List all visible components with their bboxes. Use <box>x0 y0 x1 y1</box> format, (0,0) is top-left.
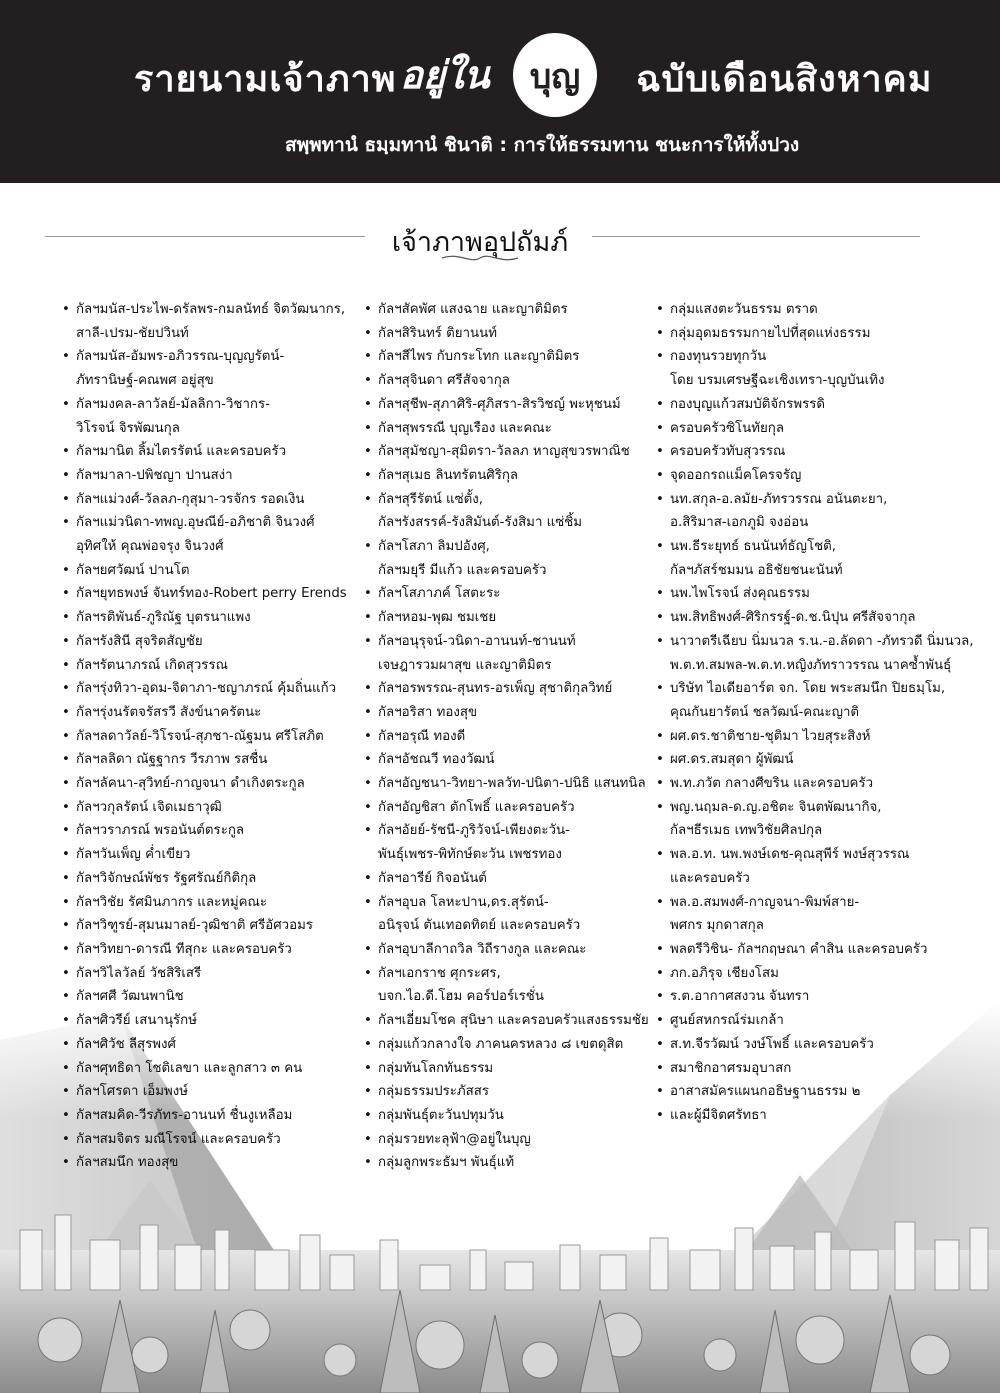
donor-entry <box>362 677 654 701</box>
header-banner <box>0 0 1000 183</box>
donor-entry-line: • ผศ.ดร.ชาติชาย-ชุติมา ไวยสุระสิงห์ <box>670 728 871 744</box>
section-title: เจ้าภาพอุปถัมภ์ <box>391 227 569 258</box>
donor-entry <box>60 1128 360 1152</box>
donor-entry <box>654 582 954 606</box>
donor-entry <box>362 748 654 772</box>
donor-entry-line: • กัลฯรุ่งทิวา-อุดม-จิดาภา-ชญาภรณ์ คุ้มถิ่นแก้ว <box>76 681 337 697</box>
donor-entry <box>654 1080 954 1104</box>
issue-month: ฉบับเดือนสิงหาคม <box>636 59 933 100</box>
donor-entry <box>60 677 360 701</box>
donor-column-2 <box>362 298 654 1175</box>
donor-entry <box>60 345 360 392</box>
donor-entry-line: • กัลฯอัญชนา-วิทยา-พลวัท-ปนิตา-ปนิธิ แสนทนิล <box>378 776 646 792</box>
donor-entry-line: • กัลฯแม่วนิดา-ทพญ.อุษณีย์-อภิชาติ จินวงศ์ <box>76 515 315 531</box>
donor-entry-line: • บริษัท ไอเดียอาร์ต จก. โดย พระสมนึก ปิยธมฺโม, <box>670 681 946 697</box>
donor-entry-line: • กลุ่มทันโลกทันธรรม <box>378 1060 494 1076</box>
donor-entry <box>60 819 360 843</box>
donor-entry <box>60 867 360 891</box>
donor-entry-line: • กัลฯวิทยา-ดารณี ทีสุกะ และครอบครัว <box>76 941 292 957</box>
donor-entry <box>60 582 360 606</box>
donor-entry <box>362 1128 654 1152</box>
donor-entry <box>362 796 654 820</box>
donor-entry-line: • กัลฯวิฑูรย์-สุมนมาลย์-วุฒิชาติ ศรีอัศวอมร <box>76 918 314 934</box>
donor-entry-line: • ภก.อภิรุจ เชียงโสม <box>670 965 779 981</box>
magazine-logo <box>392 30 618 120</box>
donor-entry <box>362 630 654 677</box>
donor-entry-line: • กองบุญแก้วสมบัติจักรพรรดิ <box>670 396 826 412</box>
donor-entry-line: • กัลฯโสภาภค์ โสตะระ <box>378 586 501 602</box>
donor-entry-line: • กัลฯอนุรุจน์-วนิดา-อานนท์-ชานนท์ <box>378 633 576 649</box>
donor-entry <box>654 843 954 890</box>
donor-entry-line: • กัลฯอัชณวี ทองวัฒน์ <box>378 752 495 768</box>
donor-entry <box>362 1080 654 1104</box>
donor-entry <box>60 488 360 512</box>
donor-entry-line: • ครอบครัวซิโนทัยกุล <box>670 420 784 436</box>
donor-entry-line: • นท.สกุล-อ.ลมัย-ภัทรวรรณ อนันตะยา, <box>670 491 888 507</box>
donor-entry <box>654 417 954 441</box>
donor-entry-line: อุทิศให้ คุณพ่อจรุง จินวงศ์ <box>76 539 224 555</box>
donor-entry-line: • อาสาสมัครแผนกอธิษฐานธรรม ๒ <box>670 1084 861 1100</box>
donor-entry-line: และครอบครัว <box>670 870 750 886</box>
donor-entry-line: • กัลฯมนัส-อัมพร-อภิวรรณ-บุญญรัตน์- <box>76 349 285 365</box>
donor-entry-line: • พญ.นฤมล-ด.ญ.อชิตะ จินตพัฒนากิจ, <box>670 799 882 815</box>
donor-entry-line: • กัลฯอัญชิสา ตักโพธิ์ และครอบครัว <box>378 799 575 815</box>
donor-entry-line: • กัลฯอรพรรณ-สุนทร-อรเพ็ญ สุชาติกุลวิทย์ <box>378 681 613 697</box>
donor-entry-line: พศกร มุกดาสกุล <box>670 918 764 934</box>
donor-entry-line: • ครอบครัวทับสุวรรณ <box>670 444 786 460</box>
donor-entry <box>60 748 360 772</box>
donor-entry-line: • กัลฯวันเพ็ญ ค่ำเขียว <box>76 847 191 863</box>
donor-entry <box>60 440 360 464</box>
donor-entry <box>60 914 360 938</box>
donor-entry-line: วิโรจน์ จิรพัฒนกุล <box>76 420 180 436</box>
donor-entry-line: • กัลฯสุจินดา ศรีสัจจากุล <box>378 373 510 389</box>
donor-entry-line: • กัลฯลลิดา ณัฐฐากร วีรภาพ รสชื่น <box>76 752 268 768</box>
donor-entry-line: • พ.ท.ภวัต กลางศีขริน และครอบครัว <box>670 776 874 792</box>
heading-rule-left <box>45 236 365 237</box>
donor-entry <box>60 630 360 654</box>
donor-entry-line: • และผู้มีจิตศรัทธา <box>670 1107 767 1123</box>
donor-entry-line: • กัลฯอารีย์ กิจอนันต์ <box>378 870 487 886</box>
donor-entry <box>60 511 360 558</box>
donor-entry <box>362 938 654 962</box>
donor-entry <box>362 393 654 417</box>
donor-entry <box>60 654 360 678</box>
donor-entry <box>60 891 360 915</box>
title-donor-list: รายนามเจ้าภาพ <box>134 59 397 100</box>
donor-entry <box>362 867 654 891</box>
donor-entry <box>362 369 654 393</box>
donor-entry-line: • กัลฯสัคพัศ แสงฉาย และญาติมิตร <box>378 302 568 317</box>
donor-entry <box>362 488 654 535</box>
donor-entry-line: • พล.อ.ท. นพ.พงษ์เดช-คุณสุพีร์ พงษ์สุวรรณ <box>670 847 910 863</box>
donor-entry-line: • กัลฯลดาวัลย์-วิโรจน์-สุภชา-ณัฐมน ศรีโสภิต <box>76 728 324 744</box>
donor-entry-line: • กัลฯศุทธิดา โชติเลขา และลูกสาว ๓ คน <box>76 1060 303 1076</box>
donor-entry-line: • ศูนย์สหกรณ์ร่มเกล้า <box>670 1013 784 1029</box>
donor-entry-line: • กัลฯอรุณี ทองดี <box>378 728 466 744</box>
donor-entry <box>362 1151 654 1175</box>
donor-entry-line: สาลี-เปรม-ชัยปวินท์ <box>76 325 189 341</box>
donor-entry-line: • กัลฯวราภรณ์ พรอนันต์ตระกูล <box>76 823 245 839</box>
donor-entry <box>362 1057 654 1081</box>
donor-entry <box>654 1104 954 1128</box>
donor-entry <box>654 772 954 796</box>
donor-entry <box>362 1009 654 1033</box>
donor-entry-line: • กัลฯสมจิตร มณีโรจน์ และครอบครัว <box>76 1131 281 1147</box>
donor-entry-line: • นพ.สิทธิพงศ์-ศิริกรรฐ์-ด.ช.นิปุน ศรีสัจจากุล <box>670 610 916 626</box>
donor-entry-line: • กัลฯเอกราช ศุกระศร, <box>378 965 501 981</box>
donor-entry-line: • กัลฯสุพรรณี บุญเรือง และคณะ <box>378 420 552 436</box>
donor-entry-line: ภัทรานิษฐ์-คณพศ อยู่สุข <box>76 373 214 389</box>
donor-entry-line: • กัลฯอุบล โลหะปาน,ดร.สุรัตน์- <box>378 894 549 910</box>
donor-entry <box>60 843 360 867</box>
donor-entry <box>362 891 654 938</box>
donor-entry-line: • กัลฯมนัส-ประไพ-ดรัลพร-กมลนัทธ์ จิตวัฒนากร, <box>76 302 346 317</box>
donor-entry-line: • กัลฯแม่วงศ์-วัลลภ-กุสุมา-วรจักร รอดเงิน <box>76 491 305 507</box>
donor-entry-line: • นพ.ไพโรจน์ ส่งคุณธรรม <box>670 586 810 602</box>
donor-entry-line: • ส.ท.จีรวัฒน์ วงษ์โพธิ์ และครอบครัว <box>670 1036 874 1052</box>
donor-entry <box>362 819 654 866</box>
donor-entry-line: • นพ.ธีระยุทธ์ ธนนันท์ธัญโชติ, <box>670 539 837 555</box>
donor-entry <box>362 440 654 464</box>
donor-entry-line: • กลุ่มแก้วกลางใจ ภาคนครหลวง ๘ เขตดุสิต <box>378 1036 624 1052</box>
donor-entry-line: • กัลฯวิชัย รัศมินภากร และหมู่คณะ <box>76 894 268 910</box>
donor-entry <box>654 488 954 535</box>
donor-entry-line: • กัลฯอุบาลีกาถวิล วิถีรางกูล และคณะ <box>378 941 587 957</box>
donor-entry-line: • กองทุนรวยทุกวัน <box>670 349 767 365</box>
donor-entry <box>654 796 954 843</box>
header-motto: สพฺพทานํ ธมฺมทานํ ชินาติ : การให้ธรรมทาน ชนะการให้ทั้งปวง <box>285 134 800 156</box>
donor-column-3 <box>654 298 974 1128</box>
donor-entry-line: • กัลฯรังสินี สุจริตสัญชัย <box>76 633 203 649</box>
donor-entry-line: กัลฯมยุรี มีแก้ว และครอบครัว <box>378 562 547 578</box>
donor-entry-line: กัลฯภัสร์ชมมน อธิชัยชนะนันท์ <box>670 562 843 578</box>
donor-entry <box>654 464 954 488</box>
donor-entry-line: • สมาชิกอาศรมอุบาสก <box>670 1060 792 1076</box>
svg-text:บุญ: บุญ <box>529 57 581 97</box>
donor-entry <box>654 298 954 322</box>
donor-entry <box>60 559 360 583</box>
donor-entry-line: พ.ต.ท.สมพล-พ.ต.ท.หญิงภัทราวรรณ นาคซ้ำพันธุ์ <box>670 657 952 673</box>
donor-entry <box>60 985 360 1009</box>
donor-entry <box>654 725 954 749</box>
donor-entry <box>362 582 654 606</box>
donor-entry-line: โดย บรมเศรษฐีฉะเชิงเทรา-บุญบันเทิง <box>670 373 885 389</box>
donor-entry-line: • กัลฯวิจักษณ์พัชร รัฐศรัณย์กิติกุล <box>76 870 257 886</box>
donor-entry <box>60 772 360 796</box>
donor-entry <box>654 393 954 417</box>
donor-entry-line: • กัลฯมาลา-ปพิชญา ปานสง่า <box>76 467 233 483</box>
donor-entry-line: • กลุ่มรวยทะลุฟ้า@อยู่ในบุญ <box>378 1131 531 1147</box>
svg-text:อยู่ใน: อยู่ใน <box>400 52 490 97</box>
donor-entry <box>654 748 954 772</box>
donor-entry-line: • กัลฯมงคล-ลาวัลย์-มัลลิกา-วิชากร- <box>76 396 270 412</box>
donor-entry-line: • กลุ่มอุดมธรรมกายไปที่สุดแห่งธรรม <box>670 325 871 341</box>
donor-entry <box>654 630 974 677</box>
donor-entry <box>60 1151 360 1175</box>
donor-entry-line: กัลฯธีรเมธ เทพวิชัยศิลปกุล <box>670 823 823 839</box>
donor-entry-line: • กัลฯวกุลรัตน์ เจิดเมธาวุฒิ <box>76 799 222 815</box>
donor-entry-line: • กัลฯอริสา ทองสุข <box>378 704 478 720</box>
heading-rule-right <box>592 236 920 237</box>
donor-entry <box>654 606 954 630</box>
donor-entry-line: พันธุ์เพชร-พิทักษ์ตะวัน เพชรทอง <box>378 847 562 863</box>
donor-entry-line: • กัลฯเอี่ยมโชค สุนิษา และครอบครัวแสงธรรมชัย <box>378 1013 649 1029</box>
donor-entry <box>60 393 360 440</box>
donor-entry <box>60 464 360 488</box>
donor-entry <box>60 1057 360 1081</box>
donor-entry-line: กัลฯรังสรรค์-รังสิมันต์-รังสิมา แซ่ชิ้ม <box>378 515 583 531</box>
donor-entry-line: • กัลฯศศี วัฒนพานิช <box>76 989 184 1005</box>
donor-entry-line: • กัลฯสุชีพ-สุภาศิริ-ศุภิสรา-สิรวิชญ์ พะหุชนม์ <box>378 396 621 412</box>
donor-entry-line: คุณกันยารัตน์ ชลวัฒน์-คณะญาติ <box>670 704 860 720</box>
donor-entry-line: • กลุ่มธรรมประภัสสร <box>378 1084 489 1100</box>
donor-entry-line: เจษฎารวมผาสุข และญาติมิตร <box>378 657 552 673</box>
donor-entry <box>60 298 360 345</box>
donor-entry <box>654 1009 954 1033</box>
donor-entry-line: • กัลฯสมนึก ทองสุข <box>76 1155 179 1171</box>
donor-entry-line: • กัลฯโสภา ลิมปอังศุ, <box>378 539 490 555</box>
donor-entry-line: • กัลฯสิรินทร์ ติยานนท์ <box>378 325 497 341</box>
donor-entry-line: • ร.ต.อากาศสงวน จันทรา <box>670 989 810 1005</box>
donor-entry <box>362 1033 654 1057</box>
donor-entry <box>60 1033 360 1057</box>
donor-entry-line: • กัลฯยุทธพงษ์ จันทร์ทอง-Robert perry Erends <box>76 586 347 602</box>
donor-entry <box>60 1104 360 1128</box>
donor-entry-line: • กัลฯหอม-พุฒ ชมเชย <box>378 610 497 626</box>
donor-entry <box>60 1009 360 1033</box>
donor-entry-line: • กัลฯยศวัฒน์ ปานโต <box>76 562 190 578</box>
donor-entry-line: • กัลฯสุเมธ ลินทรัตนศิริกุล <box>378 467 519 483</box>
donor-entry <box>362 417 654 441</box>
donor-entry-line: • กลุ่มพันธุ์ตะวันปทุมวัน <box>378 1107 504 1123</box>
donor-entry-line: • กัลฯศิวัช ลีสุรพงศ์ <box>76 1036 176 1052</box>
donor-entry-line: • กัลฯลัคนา-สุวิทย์-กาญจนา ดำเกิงตระกูล <box>76 776 305 792</box>
donor-entry-line: • กัลฯสุรีรัตน์ แซ่ตั้ง, <box>378 491 483 507</box>
donor-entry <box>654 535 954 582</box>
donor-entry <box>654 322 954 346</box>
donor-entry <box>60 725 360 749</box>
donor-entry <box>362 1104 654 1128</box>
donor-entry-line: • ผศ.ดร.สมสุดา ผู้พัฒน์ <box>670 752 794 768</box>
donor-entry-line: • พล.อ.สมพงศ์-กาญจนา-พิมพ์สาย- <box>670 894 860 910</box>
donor-entry-line: • พลตรีวิชิน- กัลฯกฤษณา คำสิน และครอบครัว <box>670 941 928 957</box>
donor-entry <box>654 891 954 938</box>
donor-entry-line: • กัลฯโศรดา เอ็มพงษ์ <box>76 1084 189 1100</box>
donor-entry-line: อนิรุจน์ ตันเทอดทิตย์ และครอบครัว <box>378 918 581 934</box>
donor-entry-line: • กัลฯมานิต ลิ้มไตรรัตน์ และครอบครัว <box>76 444 287 460</box>
donor-entry <box>362 701 654 725</box>
donor-entry-line: • กัลฯสุมัชญา-สุมิตรา-วัลลภ หาญสุขวรพาณิช <box>378 444 630 460</box>
donor-column-1 <box>60 298 360 1175</box>
donor-entry-line: • กัลฯรุ่งนรัตจรัสรวี สังข์นาครัตนะ <box>76 704 262 720</box>
donor-entry <box>60 701 360 725</box>
donor-entry <box>362 535 654 582</box>
donor-entry <box>60 1080 360 1104</box>
donor-entry-line: • กัลฯสีไพร กับกระโทก และญาติมิตร <box>378 349 580 365</box>
donor-entry <box>654 938 954 962</box>
donor-entry <box>654 677 954 724</box>
donor-entry-line: • กัลฯรติพันธ์-ภูริณัฐ บุตรนาแพง <box>76 610 251 626</box>
donor-entry <box>362 606 654 630</box>
donor-entry-line: บจก.ไอ.ดี.โฮม คอร์ปอร์เรชั่น <box>378 989 544 1005</box>
donor-entry-line: • กัลฯวิไลวัลย์ วัชสิริเสรี <box>76 965 202 981</box>
donor-entry <box>362 725 654 749</box>
donor-entry <box>654 1057 954 1081</box>
donor-entry <box>654 345 954 392</box>
donor-entry <box>654 440 954 464</box>
donor-entry-line: • กัลฯรัตนาภรณ์ เกิดสุวรรณ <box>76 657 228 673</box>
donor-entry-line: อ.สิริมาส-เอกภูมิ จงอ่อน <box>670 515 809 531</box>
donor-entry <box>60 606 360 630</box>
donor-entry-line: • กลุ่มแสงตะวันธรรม ตราด <box>670 302 818 317</box>
donor-entry <box>362 345 654 369</box>
donor-entry <box>362 772 654 796</box>
donor-entry <box>60 962 360 986</box>
donor-entry-line: • จุดออกรถแม็คโครจรัญ <box>670 467 802 483</box>
ornament-icon <box>440 252 520 264</box>
donor-entry <box>60 938 360 962</box>
donor-entry <box>362 962 654 1009</box>
donor-entry-line: • กลุ่มลูกพระธัมฯ พันธุ์แท้ <box>378 1155 515 1171</box>
section-heading <box>0 222 1000 262</box>
donor-entry <box>362 464 654 488</box>
donor-entry <box>654 962 954 986</box>
donor-entry-line: • กัลฯศิวรีย์ เสนานุรักษ์ <box>76 1013 197 1029</box>
donor-entry <box>362 298 654 322</box>
donor-entry-line: • กัลฯสมคิด-วีรภัทร-อานนท์ ชื่นงูเหลือม <box>76 1107 293 1123</box>
donor-entry <box>362 322 654 346</box>
donor-entry <box>654 1033 954 1057</box>
donor-entry <box>654 985 954 1009</box>
donor-entry <box>60 796 360 820</box>
donor-entry-line: • กัลฯอัยย์-รัชนี-ภูริวัจน์-เพียงตะวัน- <box>378 823 570 839</box>
donor-entry-line: • นาวาตรีเฉียบ นิ่มนวล ร.น.-อ.ลัดดา -ภัทรวดี นิ่มนวล, <box>670 633 974 649</box>
